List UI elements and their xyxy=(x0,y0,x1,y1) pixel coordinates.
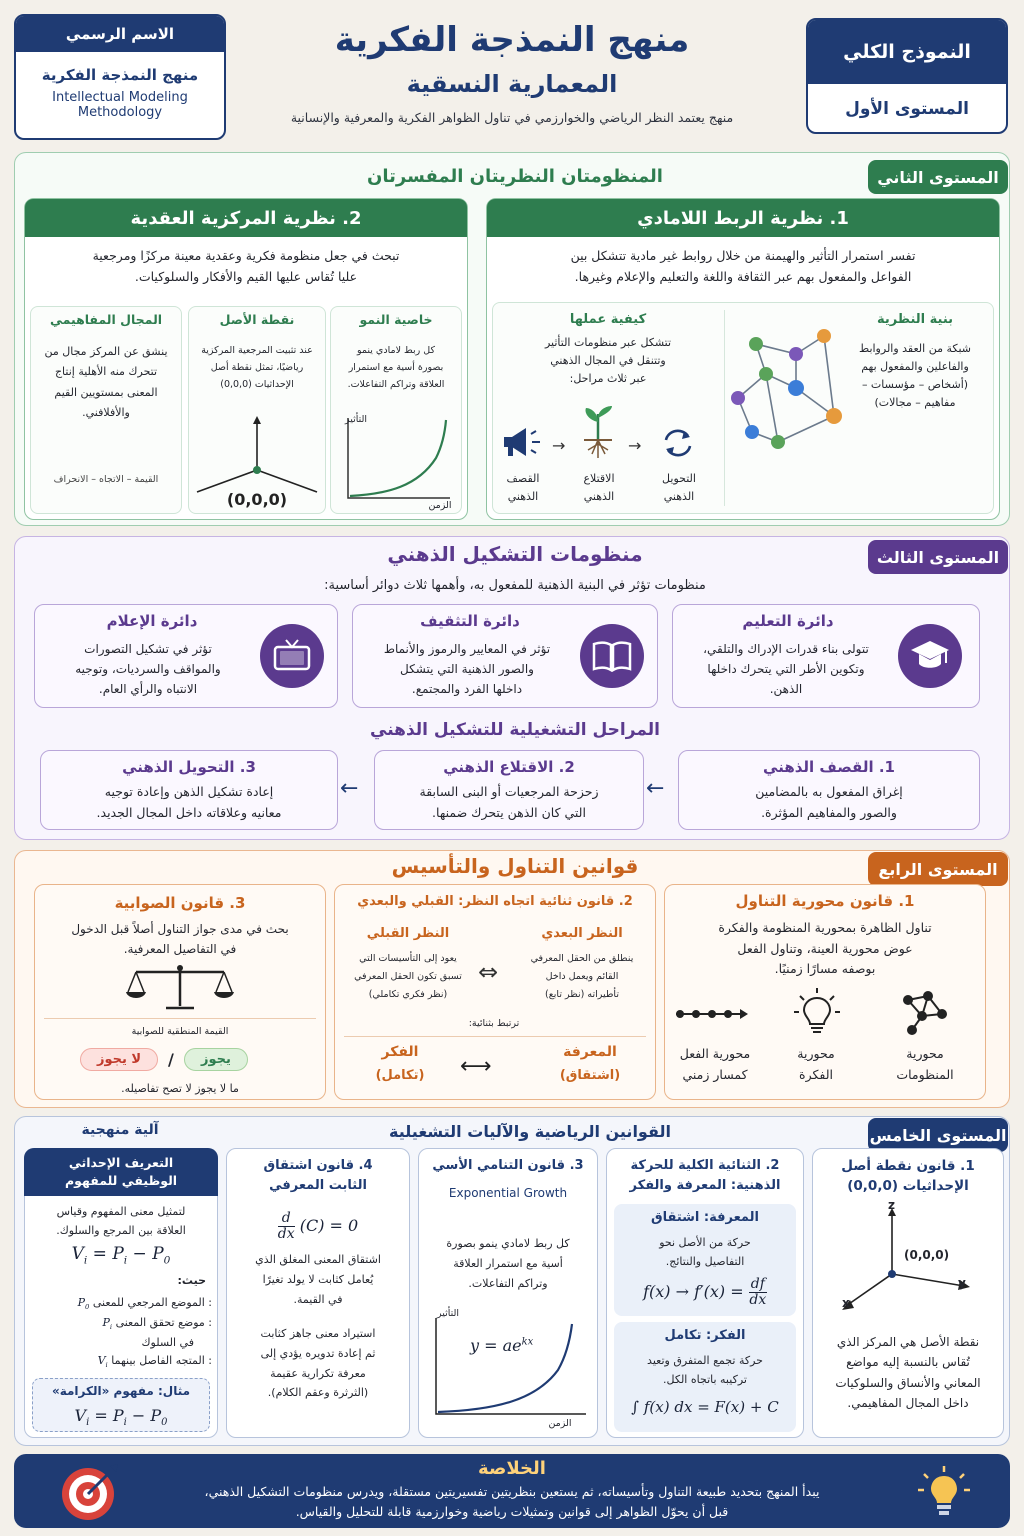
stage-bombard-line-1: إغراق المفعول به بالمضامين xyxy=(755,784,903,799)
stage-bombard-line-2: والصور والمفاهيم المؤثرة. xyxy=(761,804,897,820)
law-origin-text xyxy=(818,1332,998,1414)
stage-uproot-text xyxy=(374,782,644,823)
how-title: كيفية عملها xyxy=(569,312,647,327)
theory1-text-2: الفواعل والمفعول بهم عبر الثقافة واللغة والتعليم والإعلام وغيرها. xyxy=(574,269,912,285)
stage-label-uproot xyxy=(572,470,626,506)
constant-law-p1-line-2: يُعامل كثابت لا يولد تغيرًا xyxy=(262,1272,374,1286)
law2-divider xyxy=(344,1036,646,1037)
structure-line-2: والفاعلين والمفعول بهم xyxy=(861,360,969,374)
level3-intro: منظومات تؤثر في البنية الذهنية للمفعول به، وأهمها ثلاث دوائر أساسية: xyxy=(324,578,706,593)
structure-text xyxy=(842,340,988,413)
official-name-label: الاسم الرسمي xyxy=(16,16,224,52)
law1-text xyxy=(668,918,982,980)
summary-line-1: يبدأ المنهج بتحديد طبيعة التناول وتأسيساته، ثم يستعين بنظريتين تفسيريتين مستقلة، ويدرس منظومات التشكيل الذهني، xyxy=(204,1484,820,1499)
axis-action-line-1: محورية الفعل xyxy=(679,1046,751,1061)
before-view-line-2: تسبق تكون الحقل المعرفي xyxy=(354,971,462,983)
3d-axes-icon xyxy=(836,1206,976,1318)
lightbulb-summary-icon xyxy=(914,1462,974,1522)
constant-law-text-1 xyxy=(230,1250,406,1309)
growth-law-line-3: وتراكم التفاعلات. xyxy=(468,1276,548,1290)
constant-law-p2-line-2: ثم إعادة تدويره يؤدي إلى xyxy=(260,1346,376,1360)
definition-pi-text: : موضع تحقق المعنى xyxy=(115,1315,212,1329)
graduation-cap-icon xyxy=(910,639,950,673)
growth-line-2: بصورة أسية مع استمرار xyxy=(348,362,444,374)
level3-tag: المستوى الثالث xyxy=(868,540,1008,574)
constant-law-title-1: 4. قانون اشتقاق xyxy=(263,1158,373,1173)
stage-b-line-2: الذهني xyxy=(583,490,615,504)
stage-arrow-1: ← xyxy=(646,776,665,801)
knowledge-sub: (اشتقاق) xyxy=(559,1068,621,1083)
law3-line-1: بحث في مدى جواز التناول أصلاً قبل الدخول xyxy=(71,922,289,936)
definition-p0: : الموضع المرجعي للمعنى $P_0$ xyxy=(77,1296,212,1312)
growth-law-y-label: التأثير xyxy=(436,1308,460,1319)
circle-media-line-2: والمواقف والسرديات، وتوجيه xyxy=(75,661,221,676)
linked-label: ترتبط بثنائية: xyxy=(468,1018,520,1029)
growth-law-line-2: أسية مع استمرار العلاقة xyxy=(453,1256,563,1270)
axis-action-line-2: كمسار زمني xyxy=(682,1066,748,1082)
definition-p0-row xyxy=(30,1294,212,1372)
theory2-title: 2. نظرية المركزية العقدية xyxy=(25,199,467,237)
constant-derivative-formula: $\frac{d}{dx}$ (C) = 0 xyxy=(277,1209,359,1242)
after-view-line-2: القائم ويعمل داخل xyxy=(545,971,619,983)
stage-bombard-text xyxy=(678,782,980,823)
knowledge-box-text xyxy=(614,1234,796,1271)
allowed-pill: يجوز xyxy=(184,1048,248,1071)
stage-transform-text xyxy=(40,782,338,823)
not-allowed-pill: لا يجوز xyxy=(80,1048,158,1071)
definition-text xyxy=(28,1202,214,1241)
constant-law-title-2: الثابت المعرفي xyxy=(269,1177,367,1193)
law-origin-line-1: نقطة الأصل هي المركز الذي xyxy=(836,1335,980,1349)
example-formula: $V_i = P_i - P_0$ xyxy=(74,1406,168,1429)
stages-title: المراحل التشغيلية للتشكيل الذهني xyxy=(370,720,660,740)
axis-y-label: y xyxy=(958,1276,966,1290)
network-icon xyxy=(898,990,950,1036)
axis-x-label: x xyxy=(842,1296,850,1310)
exponential-formula: $y = ae^{kx}$ xyxy=(470,1336,534,1355)
before-view-title: النظر القبلي xyxy=(366,926,450,941)
axis-idea-line-2: الفكرة xyxy=(799,1066,833,1082)
origin-title: نقطة الأصل xyxy=(219,312,295,327)
model-label: النموذج الكلي xyxy=(808,20,1006,84)
after-view-text xyxy=(512,950,652,1004)
theory1-text-1: تفسر استمرار التأثير والهيمنة من خلال روابط غير مادية تتشكل بين xyxy=(570,248,916,263)
growth-curve-icon xyxy=(338,412,456,508)
law-origin-title xyxy=(812,1156,1004,1197)
where-label: حيث: xyxy=(177,1274,206,1287)
definition-pi-cont: في السلوك xyxy=(141,1335,194,1349)
flow-arrow-2: → xyxy=(628,436,642,455)
official-name-card xyxy=(14,14,226,140)
theory1-divider xyxy=(724,310,725,506)
level4-title: قوانين التناول والتأسيس xyxy=(391,854,639,878)
stage-uproot-line-2: التي كان الذهن يتحرك ضمنها. xyxy=(432,804,586,820)
knowledge-label: المعرفة xyxy=(563,1044,617,1060)
duality-title xyxy=(606,1156,804,1195)
growth-line-3: العلاقة وتراكم التفاعلات. xyxy=(347,379,445,391)
circle-media-text xyxy=(42,640,254,699)
field-text xyxy=(34,342,178,423)
level4-tag: المستوى الرابع xyxy=(868,852,1008,886)
constant-law-p2-line-1: استيراد معنى جاهز كثابت xyxy=(260,1327,376,1340)
how-line-1: تتشكل عبر منظومات التأثير xyxy=(544,336,672,349)
how-line-3: عبر ثلاث مراحل: xyxy=(569,372,647,386)
before-view-line-3: (نظر فكري تكاملي) xyxy=(368,989,448,1001)
model-card xyxy=(806,18,1008,134)
level3-title: منظومات التشكيل الذهني xyxy=(387,542,643,566)
stage-arrow-2: ← xyxy=(340,776,359,801)
definition-p0-text: : الموضع المرجعي للمعنى xyxy=(92,1296,212,1309)
circle-culture-line-1: تؤثر في المعايير والرموز والأنماط xyxy=(383,642,551,656)
tv-icon xyxy=(272,638,312,674)
law-origin-line-3: المعاني والأنساق والسلوكيات xyxy=(835,1375,981,1390)
growth-text xyxy=(334,342,458,393)
stage-c-line-2: الذهني xyxy=(663,490,695,504)
axis-idea-line-1: محورية xyxy=(797,1046,835,1061)
law3-line-2: في التفاصيل المعرفية. xyxy=(123,941,237,956)
theory2-text-2: عليا تُقاس عليها القيم والأفكار والسلوكيات. xyxy=(134,269,358,285)
thought-label: الفكر xyxy=(381,1044,419,1060)
origin-line-1: عند تثبيت المرجعية المركزية xyxy=(201,345,313,356)
knowledge-thought-arrow-icon: ⟷ xyxy=(460,1054,492,1079)
scale-icon xyxy=(126,962,234,1014)
constant-law-p1-line-3: في القيمة. xyxy=(293,1292,343,1306)
origin-label: (0,0,0) xyxy=(226,490,288,509)
law1-title: 1. قانون محورية التناول xyxy=(735,892,915,910)
law-origin-title-2: الإحداثيات (0,0,0) xyxy=(847,1178,969,1195)
mechanism-label: آلية منهجية xyxy=(81,1122,159,1138)
field-title: المجال المفاهيمي xyxy=(49,312,163,327)
theory2-text-1: تبحث في جعل منظومة فكرية وعقدية معينة مركزًا ومرجعية xyxy=(92,248,400,263)
circle-education-title: دائرة التعليم xyxy=(742,612,834,630)
growth-law-title: 3. قانون التنامي الأسي xyxy=(432,1158,584,1173)
circle-education-icon-wrap xyxy=(898,624,962,688)
level2-tag: المستوى الثاني xyxy=(868,160,1008,194)
bidirectional-arrow-icon: ⇔ xyxy=(478,958,499,986)
book-icon xyxy=(592,640,632,672)
official-name-ar: منهج النمذجة الفكرية xyxy=(41,66,199,84)
sprout-icon xyxy=(580,404,616,462)
origin-line-2: رياضيًا، تمثل نقطة أصل xyxy=(210,362,304,374)
example-label: مثال: مفهوم «الكرامة» xyxy=(51,1384,191,1398)
structure-title: بنية النظرية xyxy=(876,312,954,327)
constant-law-title xyxy=(226,1156,410,1195)
stage-uproot-line-1: زحزحة المرجعيات أو البنى السابقة xyxy=(419,784,599,799)
after-view-title: النظر البعدي xyxy=(541,926,623,941)
summary-text xyxy=(120,1482,904,1522)
law-origin-line-2: تُقاس بالنسبة إليه مواضع xyxy=(846,1355,970,1370)
page-description: منهج يعتمد النظر الرياضي والخوارزمي في تناول الظواهر الفكرية والمعرفية والإنسانية xyxy=(290,110,734,125)
circle-education-line-3: الذهن. xyxy=(769,681,803,696)
law-origin-line-4: داخل المجال المفاهيمي. xyxy=(847,1396,969,1411)
field-line-4: والأفلافني. xyxy=(82,406,130,420)
definition-vi: : المتجه الفاصل بينهما $V_i$ xyxy=(97,1354,212,1370)
megaphone-icon xyxy=(500,422,544,462)
growth-x-label: الزمن xyxy=(428,500,452,511)
law-origin-title-1: 1. قانون نقطة أصل xyxy=(841,1158,975,1174)
how-text xyxy=(500,334,716,388)
definition-pi: : موضع تحقق المعنى $P_i$ xyxy=(102,1315,212,1331)
field-line-3: المعنى بمستويين القيم xyxy=(54,385,158,399)
page-subtitle: المعمارية النسقية xyxy=(406,70,618,98)
after-view-line-1: ينطلق من الحقل المعرفي xyxy=(530,953,634,964)
stage-b-line-1: الاقتلاع xyxy=(583,472,615,485)
truth-separator: / xyxy=(168,1050,174,1069)
circle-culture-line-3: داخلها الفرد والمجتمع. xyxy=(411,681,523,696)
after-view-line-3: تأطيراته (نظر تابع) xyxy=(545,989,619,1001)
axis-idea-label xyxy=(776,1044,856,1085)
stage-label-transform xyxy=(652,470,706,506)
axis-systems-label xyxy=(880,1044,970,1085)
constant-law-p2-line-4: (الثرثرة وعقم الكلام). xyxy=(267,1386,369,1400)
stage-a-line-2: الذهني xyxy=(507,490,539,504)
thought-box-text xyxy=(614,1352,796,1389)
growth-line-1: كل ربط لامادي ينمو xyxy=(356,345,435,356)
law3-note: ما لا يجوز لا تصح تفاصيله. xyxy=(121,1082,239,1095)
flow-arrow-1: → xyxy=(552,436,566,455)
growth-law-x-label: الزمن xyxy=(548,1418,572,1429)
constant-law-text-2 xyxy=(230,1324,406,1403)
definition-line-2: العلاقة بين المرجع والسلوك. xyxy=(56,1224,186,1238)
circle-culture-text xyxy=(360,640,574,699)
derivative-formula: f(x) → f′(x) = $\frac{df}{dx}$ xyxy=(643,1275,767,1308)
page-title: منهج النمذجة الفكرية xyxy=(334,20,690,60)
circle-culture-line-2: والصور الذهنية التي يتشكل xyxy=(400,661,534,676)
integral-formula: ∫ f(x) dx = F(x) + C xyxy=(631,1398,779,1416)
definition-header-2: الوظيفي للمفهوم xyxy=(64,1173,178,1188)
growth-title: خاصية النمو xyxy=(359,312,433,327)
field-line-1: ينشق عن المركز مجال من xyxy=(44,345,168,358)
summary-line-2: قبل أن يحوّل الظواهر إلى قوانين وتمثيلات رياضية وخوارزمية قابلة للتحليل والقياس. xyxy=(295,1504,729,1519)
thought-box-line-1: حركة تجمع المتفرق وتعيد xyxy=(647,1354,763,1367)
definition-header xyxy=(24,1148,218,1196)
law1-line-1: تناول الظاهرة بمحورية المنظومة والفكرة xyxy=(718,920,932,935)
level-one-label: المستوى الأول xyxy=(845,99,969,119)
circle-education-text xyxy=(680,640,892,699)
definition-line-1: لتمثيل معنى المفهوم وقياس xyxy=(56,1205,186,1218)
knowledge-box-title: المعرفة: اشتقاق xyxy=(650,1210,759,1225)
axis-z-label: z xyxy=(888,1198,895,1212)
duality-title-1: 2. الثنائية الكلية للحركة xyxy=(630,1158,780,1173)
stage-transform-line-2: معانيه وعلاقاته داخل المجال الجديد. xyxy=(96,804,282,820)
structure-line-4: مفاهيم – مجالات) xyxy=(874,396,956,410)
official-name-en-1: Intellectual Modeling xyxy=(52,90,188,105)
stage-transform-line-1: إعادة تشكيل الذهن وإعادة توجيه xyxy=(104,784,274,799)
structure-line-3: (أشخاص – مؤسسات – xyxy=(861,378,969,392)
summary-title: الخلاصة xyxy=(478,1458,546,1479)
axis-action-label xyxy=(668,1044,762,1085)
thought-box-line-2: تركيبه باتجاه الكل. xyxy=(663,1372,747,1386)
official-name-en-2: Methodology xyxy=(77,105,163,120)
origin-point-label: (0,0,0) xyxy=(904,1248,950,1262)
origin-axes-icon xyxy=(192,412,322,496)
duality-title-2: الذهنية: المعرفة والفكر xyxy=(629,1177,781,1193)
stage-a-line-1: القصف xyxy=(506,472,540,485)
before-view-line-1: يعود إلى التأسيسات التي xyxy=(359,953,457,964)
target-icon xyxy=(56,1462,120,1524)
exponential-curve-icon xyxy=(426,1314,590,1426)
vector-formula: $V_i = P_i - P_0$ xyxy=(71,1244,171,1267)
stage-uproot-title: 2. الاقتلاع الذهني xyxy=(443,758,575,776)
circle-media-title: دائرة الإعلام xyxy=(106,612,198,630)
circle-culture-title: دائرة التثقيف xyxy=(420,612,520,630)
axis-systems-line-1: محورية xyxy=(906,1046,944,1061)
circle-culture-icon-wrap xyxy=(580,624,644,688)
law3-text xyxy=(38,920,322,960)
thought-box-title: الفكر: تكامل xyxy=(664,1328,746,1343)
field-footer: القيمة – الاتجاه – الانحراف xyxy=(53,474,159,485)
law2-title: 2. قانون ثنائية اتجاه النظر: القبلي والبعدي xyxy=(357,894,633,909)
law1-line-2: عوض محورية العينة، وتناول الفعل xyxy=(737,940,913,956)
level5-tag: المستوى الخامس xyxy=(868,1118,1008,1152)
truth-value-label: القيمة المنطقية للصوابية xyxy=(131,1026,229,1037)
circle-media-line-3: الانتباه والرأي العام. xyxy=(98,681,198,696)
definition-vi-text: : المتجه الفاصل بينهما xyxy=(111,1354,212,1368)
growth-law-text xyxy=(422,1234,594,1293)
constant-law-p1-line-1: اشتقاق المعنى المغلق الذي xyxy=(255,1253,381,1266)
stage-bombard-title: 1. القصف الذهني xyxy=(763,758,895,776)
circle-education-line-2: وتكوين الأطر التي يتحرك داخلها xyxy=(707,661,865,676)
timeline-icon xyxy=(672,1004,752,1024)
growth-law-subtitle: Exponential Growth xyxy=(448,1186,568,1200)
thought-sub: (تكامل) xyxy=(375,1068,425,1083)
field-line-2: تتحرك منه الأهلية إنتاج xyxy=(54,365,158,379)
level2-title: المنظومتان النظريتان المفسرتان xyxy=(367,166,663,187)
how-line-2: وتتنقل في المجال الذهني xyxy=(550,354,666,368)
growth-law-line-1: كل ربط لامادي ينمو بصورة xyxy=(446,1237,570,1250)
level5-title: القوانين الرياضية والآليات التشغيلية xyxy=(389,1122,671,1141)
law1-line-3: بوصفه مسارًا زمنيًا. xyxy=(774,961,876,977)
cycle-icon xyxy=(660,426,696,460)
law3-title: 3. قانون الصوابية xyxy=(114,894,246,912)
stage-c-line-1: التحويل xyxy=(662,472,696,485)
growth-y-label: التأثير xyxy=(344,414,368,425)
knowledge-box-line-1: حركة من الأصل نحو xyxy=(659,1236,751,1249)
network-graph-icon xyxy=(726,324,846,464)
stage-label-bombard xyxy=(496,470,550,506)
lightbulb-icon xyxy=(792,986,842,1038)
constant-law-p2-line-3: معرفة تكرارية عقيمة xyxy=(270,1366,366,1380)
knowledge-box-line-2: التفاصيل والنتائج. xyxy=(665,1254,745,1268)
theory1-title: 1. نظرية الربط اللامادي xyxy=(487,199,999,237)
origin-line-3: الإحداثيات (0,0,0) xyxy=(220,379,294,391)
definition-header-1: التعريف الإحداثي xyxy=(68,1154,174,1170)
circle-media-line-1: تؤثر في تشكيل التصورات xyxy=(84,642,212,656)
structure-line-1: شبكة من العقد والروابط xyxy=(859,342,971,355)
axis-systems-line-2: المنظومات xyxy=(896,1066,954,1082)
circle-education-line-1: تتولى بناء قدرات الإدراك والتلقي، xyxy=(703,642,869,656)
circle-media-icon-wrap xyxy=(260,624,324,688)
stage-transform-title: 3. التحويل الذهني xyxy=(122,758,256,776)
before-view-text xyxy=(338,950,478,1004)
origin-text xyxy=(192,342,322,393)
law3-divider xyxy=(44,1018,316,1019)
